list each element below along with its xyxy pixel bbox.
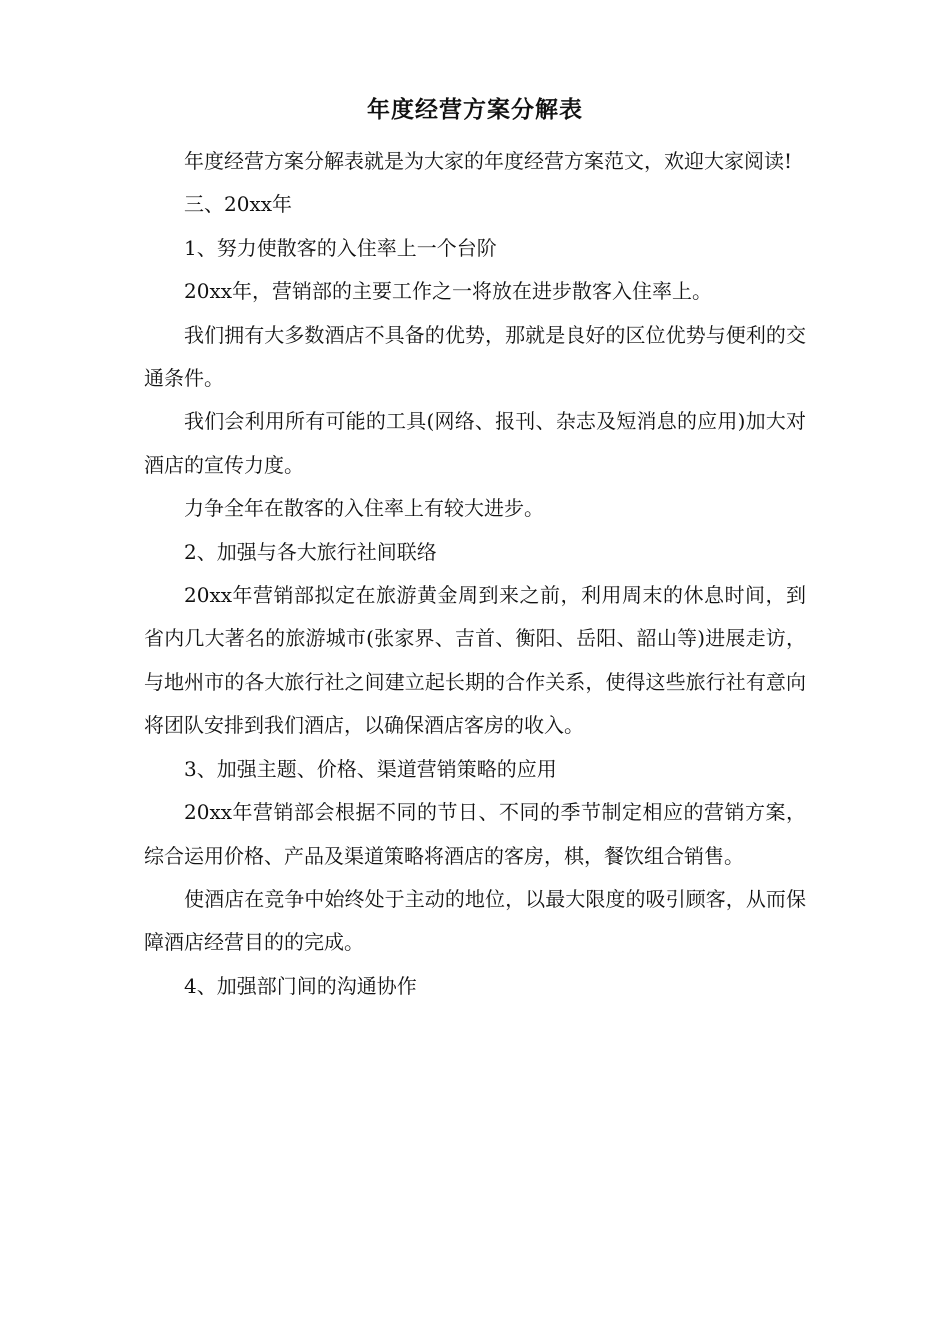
item-heading-4: 4、加强部门间的沟通协作 (184, 973, 417, 998)
paragraph: 我们会利用所有可能的工具(网络、报刊、杂志及短消息的应用)加大对酒店的宣传力度。 (144, 409, 806, 477)
paragraph-intro: 年度经营方案分解表就是为大家的年度经营方案范文，欢迎大家阅读! (184, 149, 793, 173)
paragraph: 力争全年在散客的入住率上有较大进步。 (184, 496, 544, 521)
paragraph: 我们拥有大多数酒店不具备的优势，那就是良好的区位优势与便利的交通条件。 (144, 322, 806, 391)
paragraph: 20xx年营销部会根据不同的节日、不同的季节制定相应的营销方案，综合运用价格、产品及渠道策略将酒店的客房，棋，餐饮组合销售。 (144, 800, 806, 868)
item-heading-3: 3、加强主题、价格、渠道营销策略的应用 (184, 756, 557, 781)
paragraph: 20xx年营销部拟定在旅游黄金周到来之前，利用周末的休息时间，到省内几大著名的旅游城市(张家界、吉首、衡阳、岳阳、韶山等)进展走访，与地州市的各大旅行社之间建立起长期的合作关系，使得这些旅行社有意向将团队安排到我们酒店，以确保酒店客房的收入。 (144, 583, 806, 738)
paragraph: 使酒店在竞争中始终处于主动的地位，以最大限度的吸引顾客，从而保障酒店经营目的的完成。 (144, 886, 806, 955)
item-heading-1: 1、努力使散客的入住率上一个台阶 (184, 235, 497, 260)
section-heading: 三、20xx年 (184, 192, 293, 217)
item-heading-2: 2、加强与各大旅行社间联络 (184, 539, 437, 564)
document-body (144, 140, 806, 1008)
document-title: 年度经营方案分解表 (367, 96, 583, 123)
paragraph: 20xx年，营销部的主要工作之一将放在进步散客入住率上。 (184, 279, 713, 304)
